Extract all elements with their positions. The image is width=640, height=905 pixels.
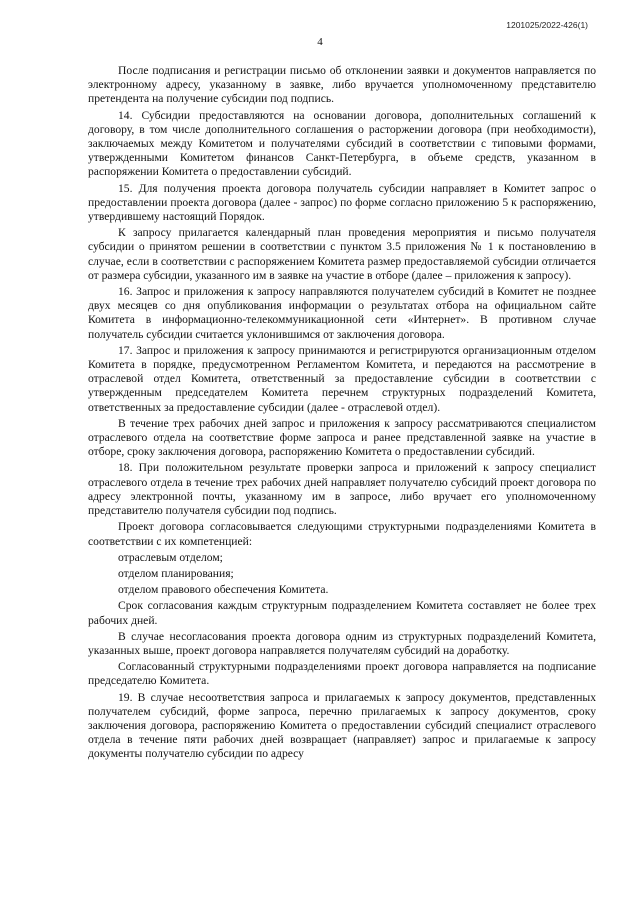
paragraph: К запросу прилагается календарный план проведения мероприятия и письмо получателя субсидии о принятом решении в соответствии с пунктом 3.5 приложения № 1 к постановлению в случае, если в соответствии с распоряжением Комитета размер предоставляемой субсидии отличается от размера субсидии, указанного им в заявке на участие в отборе (далее – приложения к запросу). xyxy=(88,226,596,282)
page-number: 4 xyxy=(317,36,323,48)
document-body xyxy=(88,64,596,764)
paragraph-14: 14. Субсидии предоставляются на основании договора, дополнительных соглашений к договору, в том числе дополнительного соглашения о расторжении договора (при необходимости), заключаемых между Комитетом и получателями субсидий в соответствии с типовыми формами, утвержденными Комитетом финансов Санкт-Петербурга, в объеме средств, указанном в распоряжении Комитета о предоставлении субсидий. xyxy=(88,108,596,179)
paragraph: Проект договора согласовывается следующими структурными подразделениями Комитета в соответствии с их компетенцией: xyxy=(88,520,596,548)
paragraph: После подписания и регистрации письмо об отклонении заявки и документов направляется по электронному адресу, указанному в заявке, либо вручается уполномоченному представителю претендента на получение субсидии под подпись. xyxy=(88,64,596,106)
paragraph: В течение трех рабочих дней запрос и приложения к запросу рассматриваются специалистом отраслевого отдела на соответствие форме запроса и ранее представленной заявке на участие в отборе, сроку заключения договора, распоряжению Комитета о предоставлении субсидий. xyxy=(88,416,596,459)
paragraph: В случае несогласования проекта договора одним из структурных подразделений Комитета, указанных выше, проект договора направляется получателям субсидий на доработку. xyxy=(88,629,596,657)
list-item: отделом правового обеспечения Комитета. xyxy=(118,583,329,597)
paragraph: Согласованный структурными подразделениями проект договора направляется на подписание председателю Комитета. xyxy=(88,660,596,688)
paragraph: Срок согласования каждым структурным подразделением Комитета составляет не более трех рабочих дней. xyxy=(88,599,596,627)
paragraph-18: 18. При положительном результате проверки запроса и приложений к запросу специалист отраслевого отдела в течение трех рабочих дней направляет получателю субсидий проект договора по адресу электронной почты, указанному им в запросе, либо вручает его уполномоченному представителю получателя субсидии под подпись. xyxy=(88,461,596,518)
paragraph-16: 16. Запрос и приложения к запросу направляются получателем субсидий в Комитет не позднее двух месяцев со дня опубликования информации о результатах отбора на официальном сайте Комитета в информационно-телекоммуникационной сети «Интернет». В противном случае получатель субсидии считается уклонившимся от заключения договора. xyxy=(88,285,596,341)
list-item: отделом планирования; xyxy=(118,566,234,580)
paragraph-19: 19. В случае несоответствия запроса и прилагаемых к запросу документов, представленных получателем субсидий, форме запроса, перечню прилагаемых к запросу документов, сроку заключения договора, распоряжению Комитета о предоставлении субсидий специалист отраслевого отдела в течение пяти рабочих дней возвращает (направляет) запрос и прилагаемые к запросу документы получателю субсидии по адресу xyxy=(88,690,596,761)
list-item: отраслевым отделом; xyxy=(118,550,223,564)
document-id: 1201025/2022-426(1) xyxy=(506,20,588,30)
paragraph-15: 15. Для получения проекта договора получатель субсидии направляет в Комитет запрос о предоставлении проекта договора (далее - запрос) по форме согласно приложению 5 к распоряжению, утвердившему настоящий Порядок. xyxy=(88,181,596,224)
paragraph-17: 17. Запрос и приложения к запросу принимаются и регистрируются организационным отделом Комитета в порядке, предусмотренном Регламентом Комитета, и передаются на рассмотрение в отраслевой отдел Комитета, ответственный за предоставление субсидии в соответствии с утвержденным председателем Комитета перечнем структурных подразделений Комитета, ответственных за предоставление субсидии (далее - отраслевой отдел). xyxy=(88,343,596,414)
